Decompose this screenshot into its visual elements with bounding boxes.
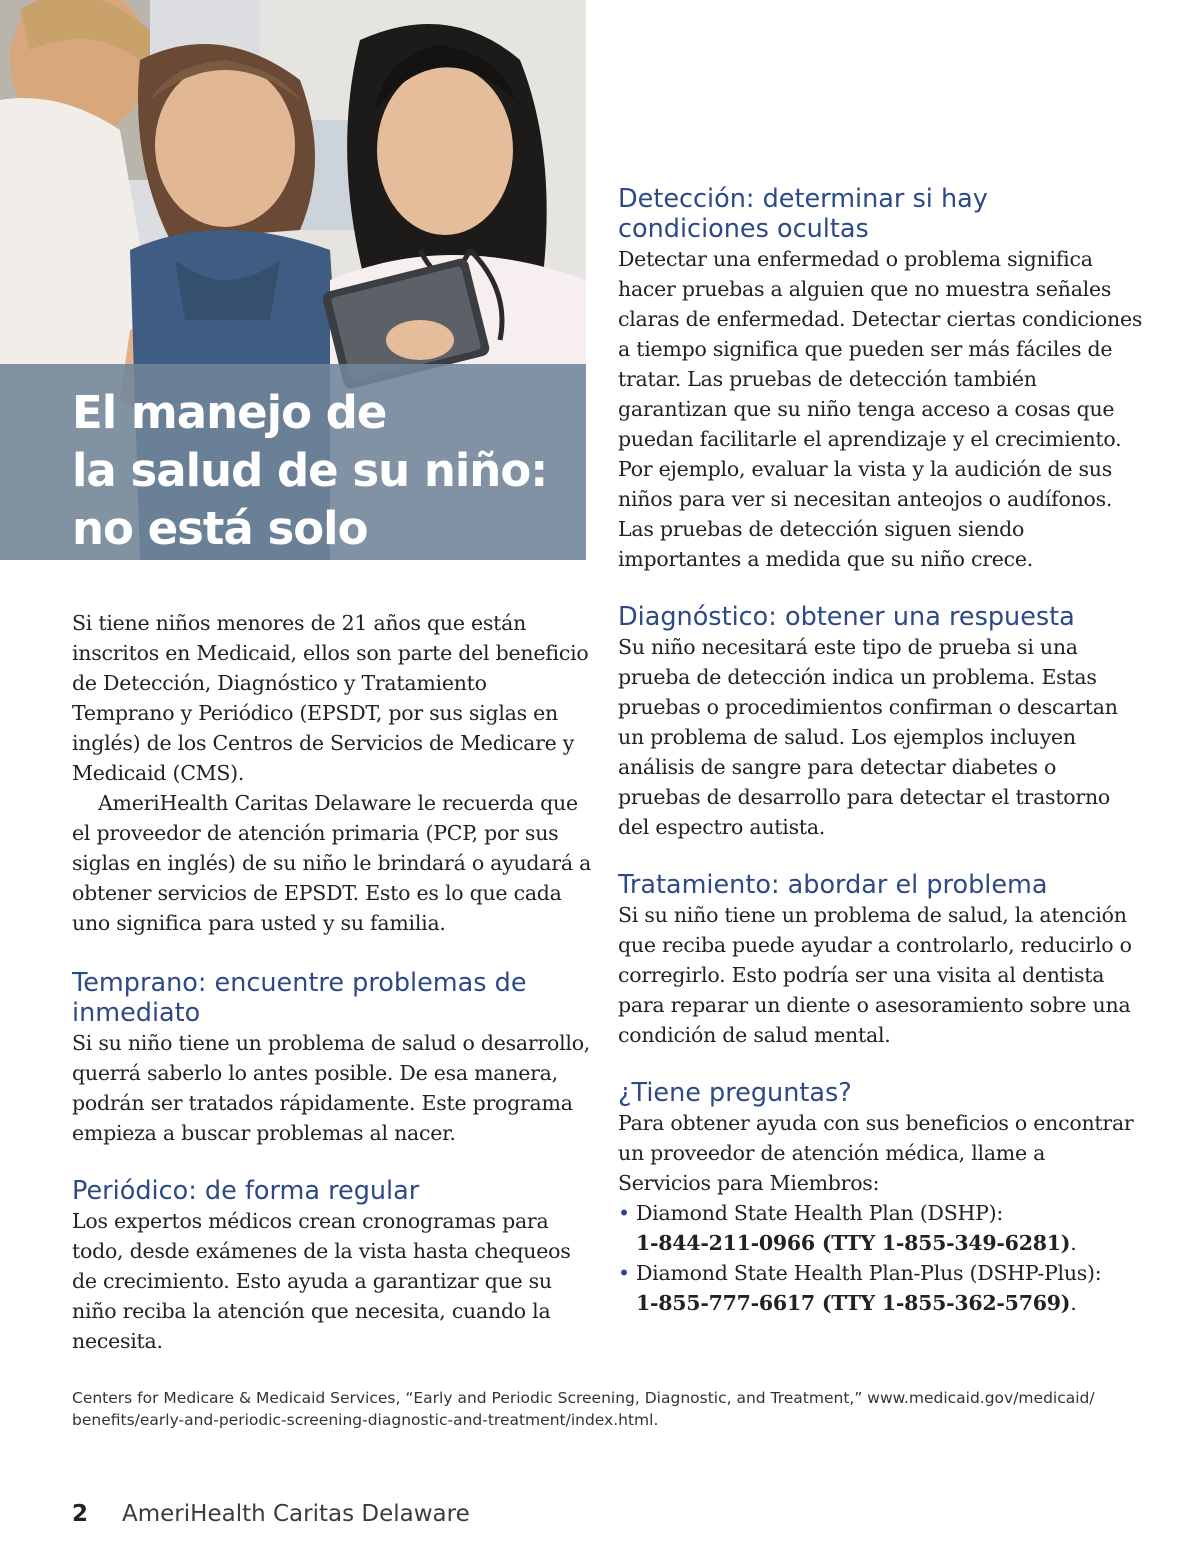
- phone-number-text[interactable]: 1-844-211-0966 (TTY 1-855-349-6281): [636, 1231, 1071, 1255]
- page-footer: [72, 1499, 470, 1529]
- footnote: Centers for Medicare & Medicaid Services, “Early and Periodic Screening, Diagnostic, and Treatment,” www.medicaid.gov/medicaid/ benefits/early-and-periodic-screening-diagnostic-and-treatment/index.html.: [72, 1389, 1095, 1429]
- plan-label: Diamond State Health Plan (DSHP):: [636, 1201, 1004, 1225]
- page-number: 2: [72, 1501, 89, 1527]
- section-heading-tratamiento: Tratamiento: abordar el problema: [618, 870, 1048, 900]
- bullet-icon: •: [618, 1261, 630, 1285]
- title-line-2: la salud de su niño:: [72, 444, 548, 497]
- section-text-preguntas: Para obtener ayuda con sus beneficios o encontrar un proveedor de atención médica, llame a Servicios para Miembros:: [618, 1111, 1134, 1195]
- section-text-temprano: Si su niño tiene un problema de salud o desarrollo, querrá saberlo lo antes posible. De esa manera, podrán ser tratados rápidamente. Este programa empieza a buscar problemas al nacer.: [72, 1031, 591, 1145]
- section-heading-temprano: Temprano: encuentre problemas de inmediato: [72, 968, 527, 1028]
- phone-suffix: .: [1070, 1291, 1077, 1315]
- plan-label: Diamond State Health Plan-Plus (DSHP-Plus):: [636, 1261, 1102, 1285]
- title-line-1: El manejo de: [72, 386, 387, 439]
- intro-paragraph-2: AmeriHealth Caritas Delaware le recuerda que el proveedor de atención primaria (PCP, por sus siglas en inglés) de su niño le brindará o ayudará a obtener servicios de EPSDT. Esto es lo que cada uno significa para usted y su familia.: [72, 791, 592, 935]
- left-column: [72, 608, 592, 1356]
- phone-number[interactable]: [636, 1228, 1143, 1258]
- phone-number-text[interactable]: 1-855-777-6617 (TTY 1-855-362-5769): [636, 1291, 1071, 1315]
- section-heading-diagnostico: Diagnóstico: obtener una respuesta: [618, 602, 1075, 632]
- section-heading-preguntas: ¿Tiene preguntas?: [618, 1078, 852, 1108]
- right-column: [618, 184, 1143, 1318]
- list-item: [618, 1258, 1143, 1318]
- section-text-deteccion: Detectar una enfermedad o problema significa hacer pruebas a alguien que no muestra señales claras de enfermedad. Detectar ciertas condiciones a tiempo significa que pueden ser más fáciles de tratar. Las pruebas de detección también garantizan que su niño tenga acceso a cosas que puedan facilitarle el aprendizaje y el crecimiento. Por ejemplo, evaluar la vista y la audición de sus niños para ver si necesitan anteojos o audífonos. Las pruebas de detección siguen siendo importantes a medida que su niño crece.: [618, 247, 1143, 571]
- section-heading-periodico: Periódico: de forma regular: [72, 1176, 420, 1206]
- title-band: [0, 364, 586, 560]
- phone-suffix: .: [1070, 1231, 1077, 1255]
- title-line-3: no está solo: [72, 502, 368, 555]
- section-text-diagnostico: Su niño necesitará este tipo de prueba si una prueba de detección indica un problema. Estas pruebas o procedimientos confirman o descartan un problema de salud. Los ejemplos incluyen análisis de sangre para detectar diabetes o pruebas de desarrollo para detectar el trastorno del espectro autista.: [618, 635, 1118, 839]
- section-text-periodico: Los expertos médicos crean cronogramas para todo, desde exámenes de la vista hasta chequeos de crecimiento. Esto ayuda a garantizar que su niño reciba la atención que necesita, cuando la necesita.: [72, 1209, 571, 1353]
- phone-list: [618, 1198, 1143, 1318]
- intro-paragraph-1: Si tiene niños menores de 21 años que están inscritos en Medicaid, ellos son parte del beneficio de Detección, Diagnóstico y Tratamiento Temprano y Periódico (EPSDT, por sus siglas en inglés) de los Centros de Servicios de Medicare y Medicaid (CMS).: [72, 611, 589, 785]
- section-text-tratamiento: Si su niño tiene un problema de salud, la atención que reciba puede ayudar a controlarlo, reducirlo o corregirlo. Esto podría ser una visita al dentista para reparar un diente o asesoramiento sobre una condición de salud mental.: [618, 903, 1132, 1047]
- phone-number[interactable]: [636, 1288, 1143, 1318]
- hero-photo: [0, 0, 586, 560]
- publisher-name: AmeriHealth Caritas Delaware: [122, 1501, 470, 1527]
- bullet-icon: •: [618, 1201, 630, 1225]
- list-item: [618, 1198, 1143, 1258]
- section-heading-deteccion: Detección: determinar si hay condiciones ocultas: [618, 184, 988, 244]
- page-title: [72, 384, 572, 558]
